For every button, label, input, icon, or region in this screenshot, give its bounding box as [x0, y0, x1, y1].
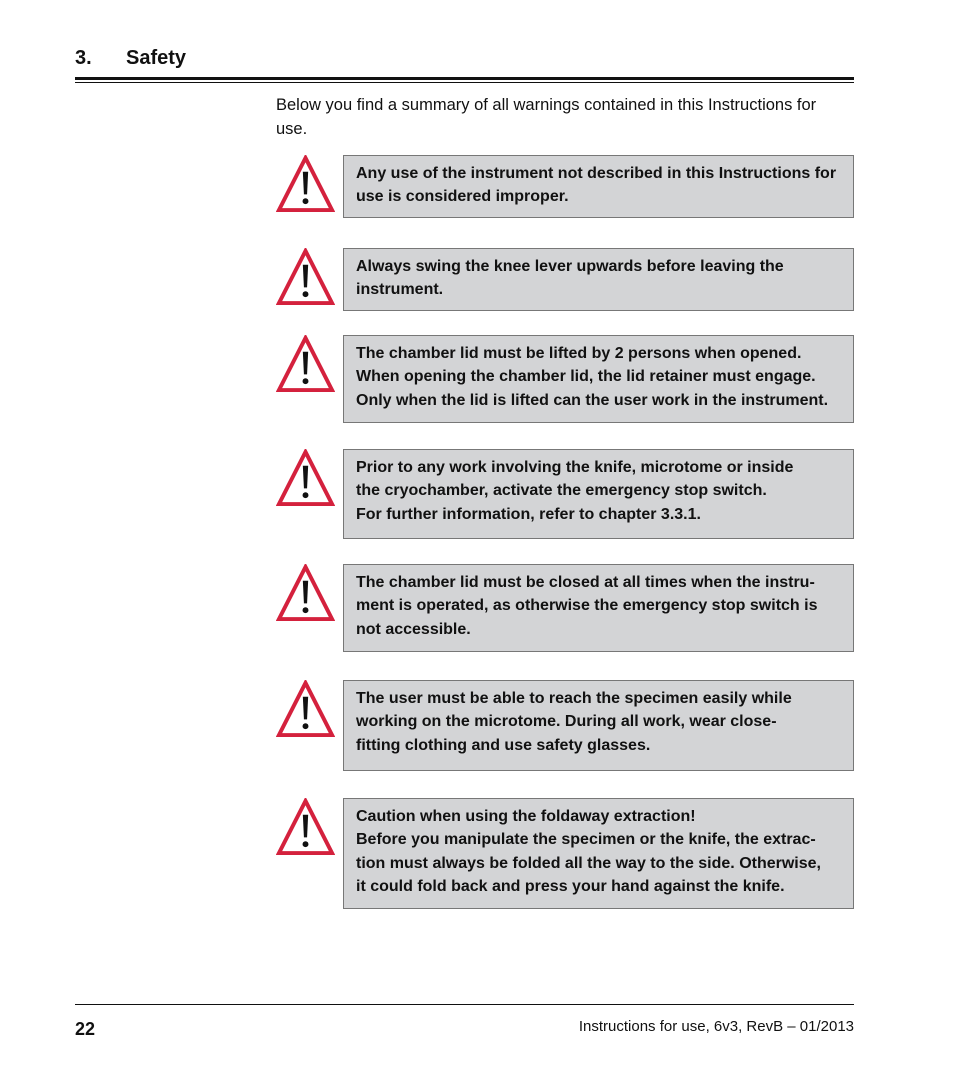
warning-triangle-icon — [276, 248, 335, 307]
warning-triangle-icon — [276, 680, 335, 739]
warning-text-line: working on the microtome. During all work, wear close- — [356, 713, 777, 731]
warning-text-line: For further information, refer to chapter 3.3.1. — [356, 505, 701, 523]
warning-text-line: tion must always be folded all the way to the side. Otherwise, — [356, 854, 821, 872]
warning-triangle-icon — [276, 564, 335, 623]
warning-text-line: The user must be able to reach the specimen easily while — [356, 690, 792, 707]
chapter-title: Safety — [126, 47, 187, 69]
warning-box — [343, 335, 854, 423]
warning-text-line: Prior to any work involving the knife, microtome or inside — [356, 459, 794, 476]
warning-text-line: fitting clothing and use safety glasses. — [356, 736, 651, 754]
warning-box — [343, 564, 854, 652]
warning-text-line: Caution when using the foldaway extraction! — [356, 808, 696, 825]
warning-text-line: When opening the chamber lid, the lid retainer must engage. — [356, 368, 816, 386]
warning-triangle-icon — [276, 798, 335, 857]
chapter-header — [75, 44, 854, 74]
chapter-number: 3. — [75, 47, 92, 69]
document-info: Instructions for use, 6v3, RevB – 01/2013 — [578, 1018, 854, 1035]
warning-triangle-icon — [276, 335, 335, 394]
footer-rule — [75, 1004, 854, 1005]
warning-text-line: ment is operated, as otherwise the emergency stop switch is — [356, 597, 818, 615]
warning-text-line: Any use of the instrument not described in this Instructions for — [356, 165, 837, 182]
warning-text-line: the cryochamber, activate the emergency stop switch. — [356, 482, 767, 500]
warning-box — [343, 155, 854, 218]
warning-text-line: Only when the lid is lifted can the user work in the instrument. — [356, 391, 829, 409]
warning-text-line: Before you manipulate the specimen or the knife, the extrac- — [356, 831, 816, 849]
warning-triangle-icon — [276, 155, 335, 214]
warning-box — [343, 798, 854, 909]
warning-box — [343, 449, 854, 539]
warning-text-line: instrument. — [356, 281, 444, 299]
warning-box — [343, 680, 854, 771]
header-rule — [75, 77, 854, 80]
warning-box — [343, 248, 854, 311]
warning-text-line: it could fold back and press your hand against the knife. — [356, 877, 785, 895]
intro-paragraph: Below you find a summary of all warnings contained in this Instructions for use. — [276, 96, 817, 138]
warning-text-line: use is considered improper. — [356, 188, 569, 206]
warning-triangle-icon — [276, 449, 335, 508]
page-number: 22 — [75, 1019, 96, 1039]
warning-text-line: Always swing the knee lever upwards before leaving the — [356, 258, 784, 275]
warning-text-line: not accessible. — [356, 620, 471, 638]
header-rule-thin — [75, 82, 854, 83]
warning-text-line: The chamber lid must be lifted by 2 persons when opened. — [356, 345, 802, 362]
warning-text-line: The chamber lid must be closed at all times when the instru- — [356, 574, 815, 591]
